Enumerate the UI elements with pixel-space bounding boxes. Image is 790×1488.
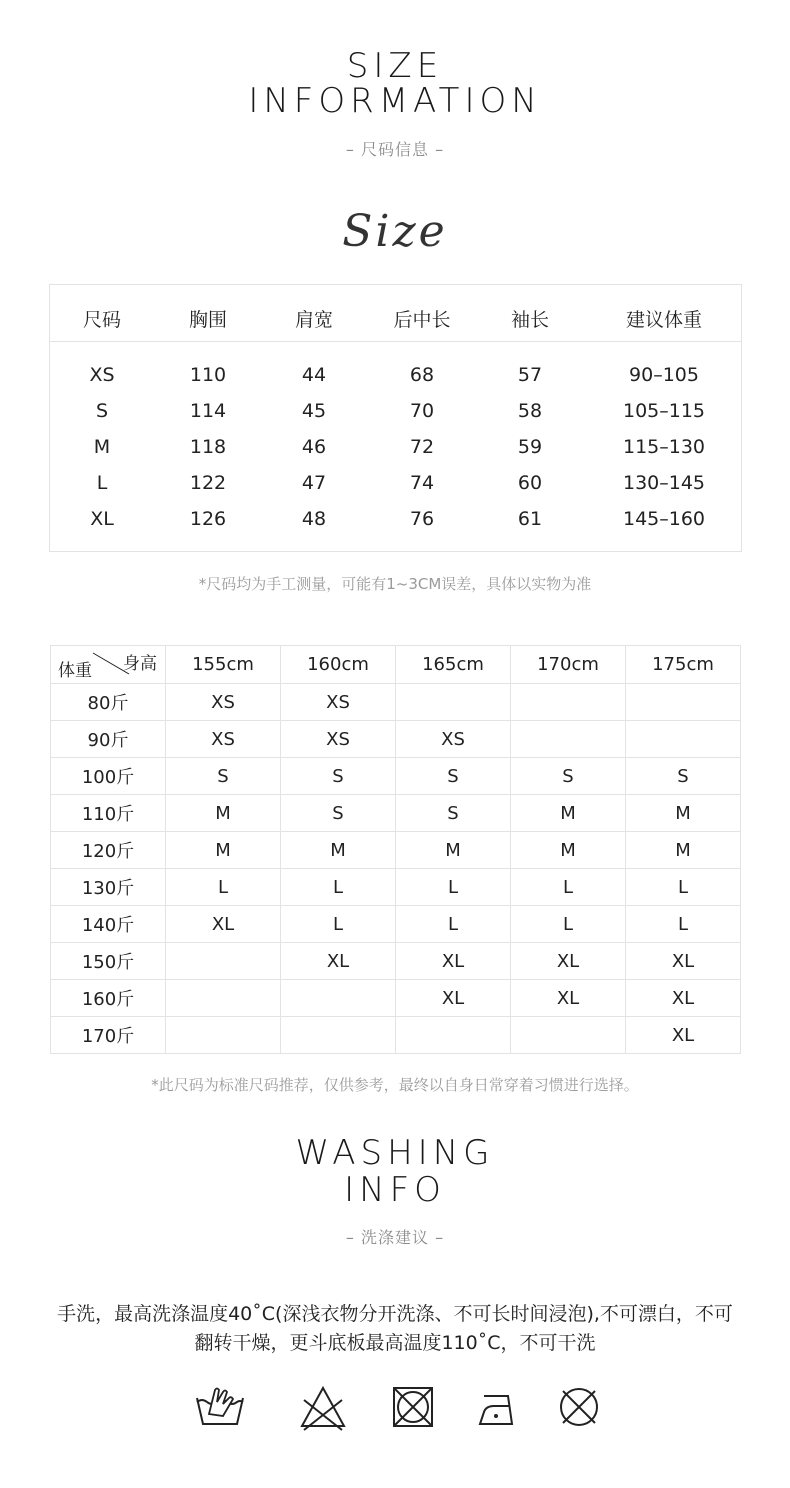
size-cell: M [166,795,281,832]
size-cell [511,684,626,721]
size-cell: XL [166,906,281,943]
size-script-title: Size [342,206,448,257]
size-cell: XL [626,1017,741,1054]
no-dry-clean-icon [552,1384,606,1432]
size-cell: XS [166,721,281,758]
size-cell [281,980,396,1017]
recommend-header-row [51,646,741,684]
weight-cell: 160斤 [51,980,166,1017]
size-cell: M [511,832,626,869]
size-cell: L [281,869,396,906]
size-cell: S [281,795,396,832]
size-cell: 115–130 [622,436,706,458]
size-cell: XL [626,943,741,980]
size-title-line1: SIZE [346,46,444,86]
size-cell: S [95,400,109,422]
size-cell: 114 [189,400,227,422]
size-cell [626,721,741,758]
header-chest: 胸围 [188,309,227,331]
table-row [51,721,741,758]
size-cell: S [626,758,741,795]
washing-title-line1: WASHING [295,1133,495,1173]
size-cell: 90–105 [629,364,699,386]
size-cell: M [166,832,281,869]
size-cell [166,943,281,980]
weight-cell: 120斤 [51,832,166,869]
size-cell: 61 [517,508,543,530]
size-cell: 70 [409,400,435,422]
size-subtitle: – 尺码信息 – [345,140,445,159]
size-cell: L [511,906,626,943]
height-header: 160cm [281,646,396,684]
size-cell: XS [281,721,396,758]
size-cell: 130–145 [622,472,706,494]
size-cell: 122 [189,472,227,494]
size-cell: M [511,795,626,832]
weight-cell: 150斤 [51,943,166,980]
size-cell: M [281,832,396,869]
size-cell: S [166,758,281,795]
weight-cell: 110斤 [51,795,166,832]
no-tumble-dry-icon [386,1384,440,1432]
size-cell: 59 [517,436,543,458]
size-cell: XL [90,508,114,530]
size-cell: 48 [301,508,327,530]
weight-cell: 90斤 [51,721,166,758]
washing-text-line1: 手洗，最高洗涤温度40˚C(深浅衣物分开洗涤、不可长时间浸泡),不可漂白，不可 [57,1303,733,1325]
size-cell [166,1017,281,1054]
care-icons [0,1384,790,1434]
size-cell: XS [396,721,511,758]
size-cell [281,1017,396,1054]
header-size: 尺码 [82,309,121,331]
size-row [50,393,741,429]
height-header: 165cm [396,646,511,684]
size-cell: 72 [409,436,435,458]
size-cell: 57 [517,364,543,386]
washing-title-line2: INFO [344,1170,446,1210]
size-row [50,429,741,465]
header-weight: 建议体重 [625,309,702,331]
size-cell [511,721,626,758]
size-cell: 118 [189,436,227,458]
size-cell: 45 [301,400,327,422]
size-cell: 126 [189,508,227,530]
size-cell: XL [626,980,741,1017]
weight-cell: 140斤 [51,906,166,943]
table-row [51,1017,741,1054]
corner-height-label: 身高 [123,654,157,674]
size-cell: 145–160 [622,508,706,530]
table-row [51,943,741,980]
size-cell: 76 [409,508,435,530]
size-cell: XL [281,943,396,980]
size-row [50,501,741,537]
size-cell: 68 [409,364,435,386]
size-cell: XS [89,364,115,386]
size-cell [396,1017,511,1054]
weight-cell: 80斤 [51,684,166,721]
size-cell: 47 [301,472,327,494]
iron-medium-icon [470,1384,524,1432]
header-shoulder: 肩宽 [294,309,333,331]
size-cell: 74 [409,472,435,494]
size-cell: 46 [301,436,327,458]
size-cell: L [396,869,511,906]
no-bleach-icon [296,1384,350,1432]
size-cell: S [396,758,511,795]
size-cell: L [281,906,396,943]
size-cell: XL [511,980,626,1017]
size-row [50,357,741,393]
size-cell: S [511,758,626,795]
weight-cell: 100斤 [51,758,166,795]
size-table [49,284,742,552]
table-row [51,832,741,869]
size-cell: L [626,906,741,943]
size-cell: S [396,795,511,832]
size-cell: M [626,832,741,869]
size-cell: L [511,869,626,906]
hand-wash-icon [193,1384,247,1432]
size-cell: M [396,832,511,869]
height-header: 170cm [511,646,626,684]
size-cell: 110 [189,364,227,386]
height-header: 175cm [626,646,741,684]
header-length: 后中长 [393,309,451,331]
size-cell [511,1017,626,1054]
table-row [51,684,741,721]
recommend-table-note: *此尺码为标准尺码推荐，仅供参考，最终以自身日常穿着习惯进行选择。 [151,1076,639,1094]
size-table-header [50,285,741,342]
washing-subtitle: – 洗涤建议 – [345,1228,445,1247]
table-row [51,758,741,795]
size-cell: XL [396,980,511,1017]
corner-weight-label: 体重 [58,661,92,681]
size-cell: XL [511,943,626,980]
size-cell: XS [166,684,281,721]
size-cell [626,684,741,721]
weight-cell: 170斤 [51,1017,166,1054]
height-header: 155cm [166,646,281,684]
size-cell: 60 [517,472,543,494]
size-cell [396,684,511,721]
size-cell: L [626,869,741,906]
size-cell: L [96,472,108,494]
size-cell [166,980,281,1017]
recommend-table [50,645,741,1054]
size-row [50,465,741,501]
corner-cell [51,646,166,684]
size-cell: L [396,906,511,943]
weight-cell: 130斤 [51,869,166,906]
table-row [51,980,741,1017]
size-cell: 58 [517,400,543,422]
size-cell: M [626,795,741,832]
size-cell: XS [281,684,396,721]
size-table-note: *尺码均为手工测量，可能有1~3CM误差，具体以实物为准 [198,575,592,593]
size-title-line2: INFORMATION [248,81,542,121]
size-cell: XL [396,943,511,980]
header-sleeve: 袖长 [510,309,549,331]
size-cell: 44 [301,364,327,386]
table-row [51,869,741,906]
washing-text-line2: 翻转干燥，更斗底板最高温度110˚C，不可干洗 [194,1332,596,1354]
table-row [51,795,741,832]
size-cell: 105–115 [622,400,706,422]
size-cell: L [166,869,281,906]
size-cell: M [93,436,111,458]
size-cell: S [281,758,396,795]
table-row [51,906,741,943]
